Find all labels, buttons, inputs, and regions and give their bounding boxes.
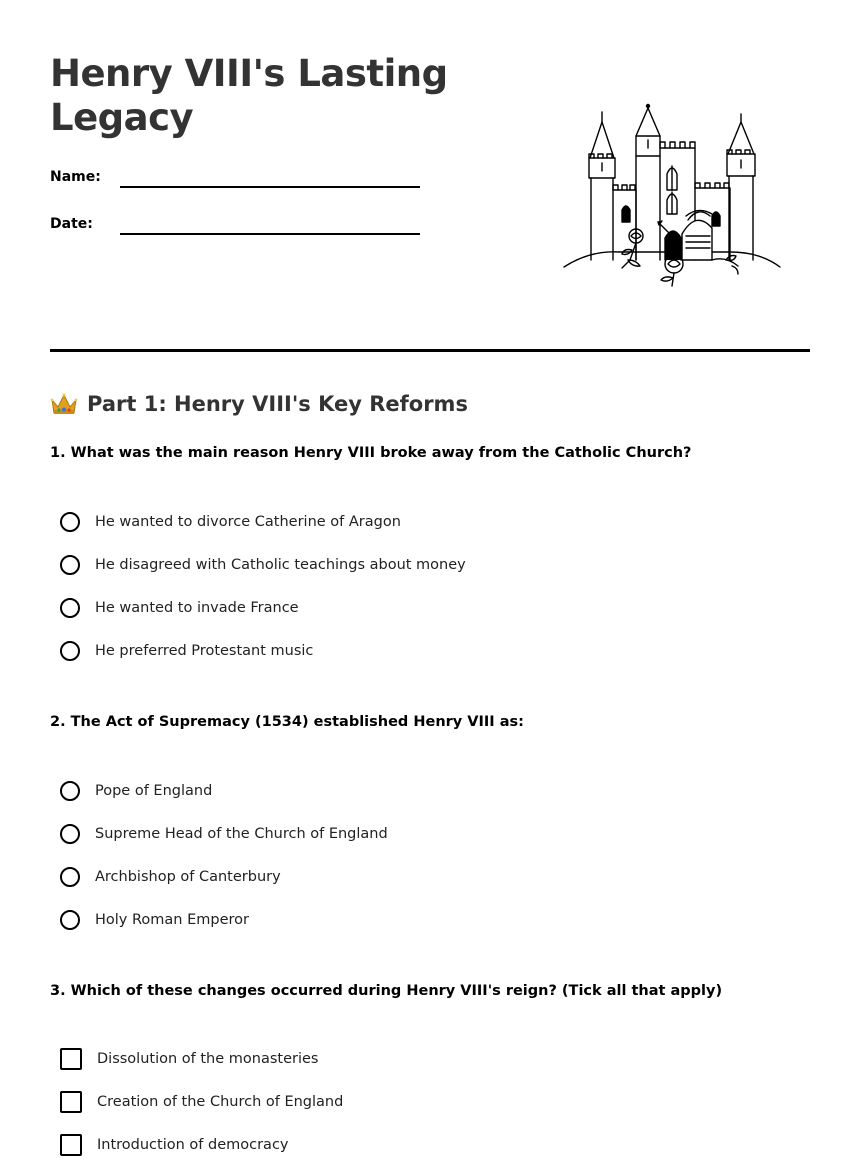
radio-button[interactable] — [60, 598, 80, 618]
question-1-option-4[interactable] — [60, 638, 313, 664]
date-input-line[interactable] — [120, 233, 420, 235]
checkbox[interactable] — [60, 1134, 82, 1156]
date-field-row — [50, 212, 420, 242]
name-input-line[interactable] — [120, 186, 420, 188]
option-label: He wanted to invade France — [95, 600, 299, 616]
radio-button[interactable] — [60, 555, 80, 575]
option-label: Archbishop of Canterbury — [95, 869, 281, 885]
question-1: 1. What was the main reason Henry VIII broke away from the Catholic Church? — [50, 445, 692, 461]
option-label: Supreme Head of the Church of England — [95, 826, 388, 842]
part1-heading-text: Part 1: Henry VIII's Key Reforms — [87, 392, 468, 416]
checkbox[interactable] — [60, 1048, 82, 1070]
radio-button[interactable] — [60, 910, 80, 930]
option-label: He disagreed with Catholic teachings about money — [95, 557, 466, 573]
option-label: Dissolution of the monasteries — [97, 1051, 319, 1067]
option-label: He preferred Protestant music — [95, 643, 314, 659]
option-label: Pope of England — [95, 783, 213, 799]
question-2-option-3[interactable] — [60, 864, 281, 890]
checkbox[interactable] — [60, 1091, 82, 1113]
question-3: 3. Which of these changes occurred during Henry VIII's reign? (Tick all that apply) — [50, 983, 723, 999]
question-1-option-3[interactable] — [60, 595, 299, 621]
question-1-option-2[interactable] — [60, 552, 466, 578]
radio-button[interactable] — [60, 824, 80, 844]
option-label: He wanted to divorce Catherine of Aragon — [95, 514, 401, 530]
radio-button[interactable] — [60, 867, 80, 887]
question-2-option-4[interactable] — [60, 907, 249, 933]
question-3-option-2[interactable] — [60, 1089, 343, 1115]
date-label: Date: — [50, 216, 93, 232]
section-divider — [50, 349, 810, 352]
question-3-option-3[interactable] — [60, 1132, 289, 1158]
worksheet-title: Henry VIII's Lasting Legacy — [50, 52, 448, 139]
crown-icon — [50, 392, 78, 416]
radio-button[interactable] — [60, 641, 80, 661]
question-2-option-2[interactable] — [60, 821, 388, 847]
name-label: Name: — [50, 169, 101, 185]
castle-illustration-icon — [560, 100, 785, 295]
option-label: Holy Roman Emperor — [95, 912, 249, 928]
radio-button[interactable] — [60, 781, 80, 801]
option-label: Introduction of democracy — [97, 1137, 289, 1153]
name-field-row — [50, 165, 420, 195]
question-1-option-1[interactable] — [60, 509, 401, 535]
question-2-option-1[interactable] — [60, 778, 212, 804]
question-3-option-1[interactable] — [60, 1046, 318, 1072]
question-2: 2. The Act of Supremacy (1534) established Henry VIII as: — [50, 714, 524, 730]
option-label: Creation of the Church of England — [97, 1094, 344, 1110]
part1-heading — [50, 388, 468, 420]
radio-button[interactable] — [60, 512, 80, 532]
